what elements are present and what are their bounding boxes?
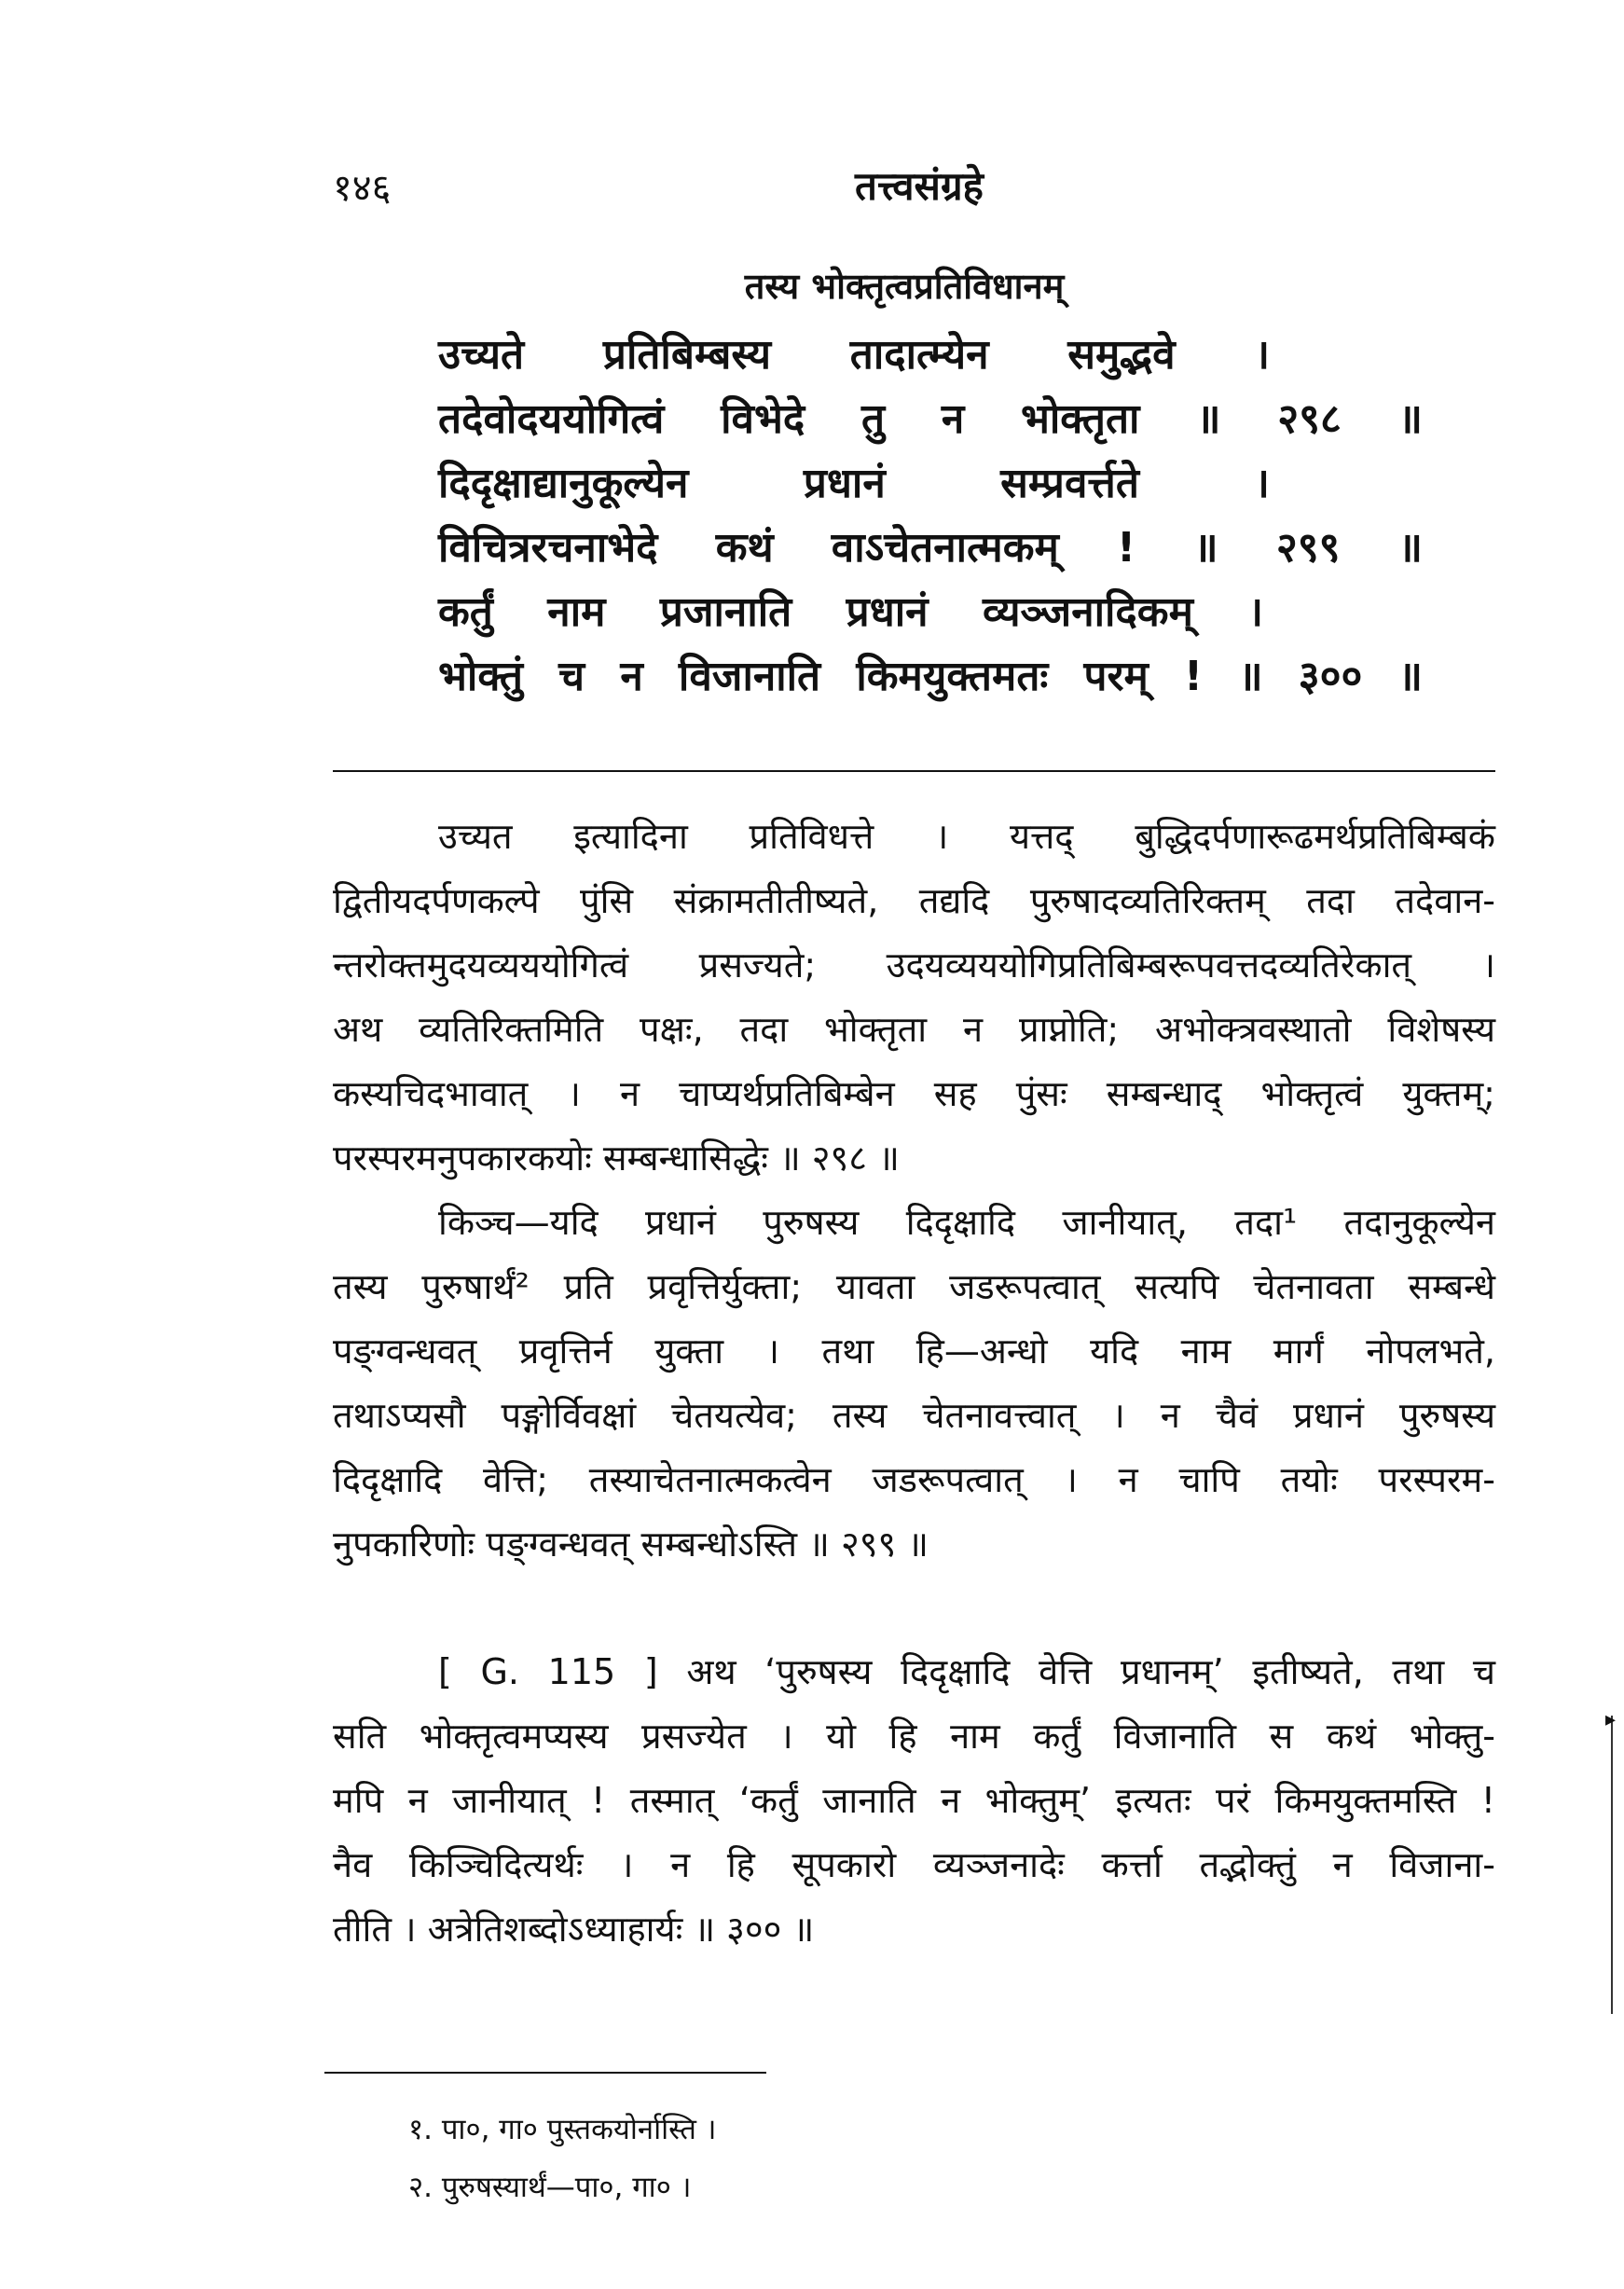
verse-line: तदेवोदययोगित्वं विभेदे तु न भोक्तृता ॥ २९८ ॥ xyxy=(438,395,1423,443)
commentary-line: उच्यत इत्यादिना प्रतिविधत्ते । यत्तद् बुद्धिदर्पणारूढमर्थप्रतिबिम्बकं xyxy=(438,816,1495,857)
verse-line: कर्तुं नाम प्रजानाति प्रधानं व्यञ्जनादिकम् । xyxy=(438,588,1263,636)
margin-arrow-icon: ▸ xyxy=(1605,1708,1617,1731)
commentary-line: तस्य पुरुषार्थं² प्रति प्रवृत्तिर्युक्ता; यावता जडरूपत्वात् सत्यपि चेतनावता सम्बन्धे xyxy=(333,1266,1495,1307)
commentary-line: अथ व्यतिरिक्तमिति पक्षः, तदा भोक्तृता न प्राप्नोति; अभोक्त्रवस्थातो विशेषस्य xyxy=(333,1009,1495,1050)
verse-line: भोक्तुं च न विजानाति किमयुक्तमतः परम् ! ॥ ३०० ॥ xyxy=(438,653,1423,700)
commentary-line: तथाऽप्यसौ पङ्गोर्विवक्षां चेतयत्येव; तस्य चेतनावत्त्वात् । न चैवं प्रधानं पुरुषस्य xyxy=(333,1395,1495,1436)
commentary-line: न्तरोक्तमुदयव्यययोगित्वं प्रसज्यते; उदयव्यययोगिप्रतिबिम्बरूपवत्तदव्यतिरेकात् । xyxy=(333,945,1495,986)
commentary-line: किञ्च—यदि प्रधानं पुरुषस्य दिदृक्षादि जानीयात्, तदा¹ तदानुकूल्येन xyxy=(438,1202,1495,1243)
commentary-line: नैव किञ्चिदित्यर्थः । न हि सूपकारो व्यञ्जनादेः कर्त्ता तद्भोक्तुं न विजाना- xyxy=(333,1844,1495,1885)
footnote-divider-rule xyxy=(324,2072,766,2074)
section-title: तस्य भोक्तृत्वप्रतिविधानम् xyxy=(744,266,1065,307)
page-number: १४६ xyxy=(333,167,392,210)
verse-line: विचित्ररचनाभेदे कथं वाऽचेतनात्मकम् ! ॥ २९९ ॥ xyxy=(438,524,1423,572)
footnote: १. पा०, गा० पुस्तकयोर्नास्ति । xyxy=(408,2113,717,2146)
verse-line: उच्यते प्रतिबिम्बस्य तादात्म्येन समुद्भवे । xyxy=(438,331,1270,379)
footnote: २. पुरुषस्यार्थं—पा०, गा० । xyxy=(408,2171,692,2204)
commentary-line: कस्यचिदभावात् । न चाप्यर्थप्रतिबिम्बेन सह पुंसः सम्बन्धाद् भोक्तृत्वं युक्तम्; xyxy=(333,1073,1495,1114)
commentary-line: द्वितीयदर्पणकल्पे पुंसि संक्रामतीतीष्यते, तद्यदि पुरुषादव्यतिरिक्तम् तदा तदेवान- xyxy=(333,880,1495,921)
commentary-line: पङ्ग्वन्धवत् प्रवृत्तिर्न युक्ता । तथा हि—अन्धो यदि नाम मार्गं नोपलभते, xyxy=(333,1331,1495,1372)
commentary-line: सति भोक्तृत्वमप्यस्य प्रसज्येत । यो हि नाम कर्तुं विजानाति स कथं भोक्तु- xyxy=(333,1716,1495,1757)
commentary-line: दिदृक्षादि वेत्ति; तस्याचेतनात्मकत्वेन जडरूपत्वात् । न चापि तयोः परस्परम- xyxy=(333,1459,1495,1500)
running-title: तत्त्वसंग्रहे xyxy=(855,163,984,209)
commentary-line: परस्परमनुपकारकयोः सम्बन्धासिद्धेः ॥ २९८ ॥ xyxy=(333,1138,900,1179)
verse-line: दिदृक्षाद्यानुकूल्येन प्रधानं सम्प्रवर्त्तते । xyxy=(438,460,1270,507)
commentary-line: नुपकारिणोः पङ्ग्वन्धवत् सम्बन्धोऽस्ति ॥ २९९ ॥ xyxy=(333,1524,929,1565)
commentary-line: मपि न जानीयात् ! तस्मात् ‘कर्तुं जानाति न भोक्तुम्’ इत्यतः परं किमयुक्तमस्ति ! xyxy=(333,1780,1495,1821)
commentary-line: [ G. 115 ] अथ ‘पुरुषस्य दिदृक्षादि वेत्ति प्रधानम्’ इतीष्यते, तथा च xyxy=(438,1651,1495,1692)
verse-divider-rule xyxy=(333,770,1495,772)
commentary-line: तीति । अत्रेतिशब्दोऽध्याहार्यः ॥ ३०० ॥ xyxy=(333,1909,815,1950)
margin-scan-mark xyxy=(1611,1716,1613,2014)
